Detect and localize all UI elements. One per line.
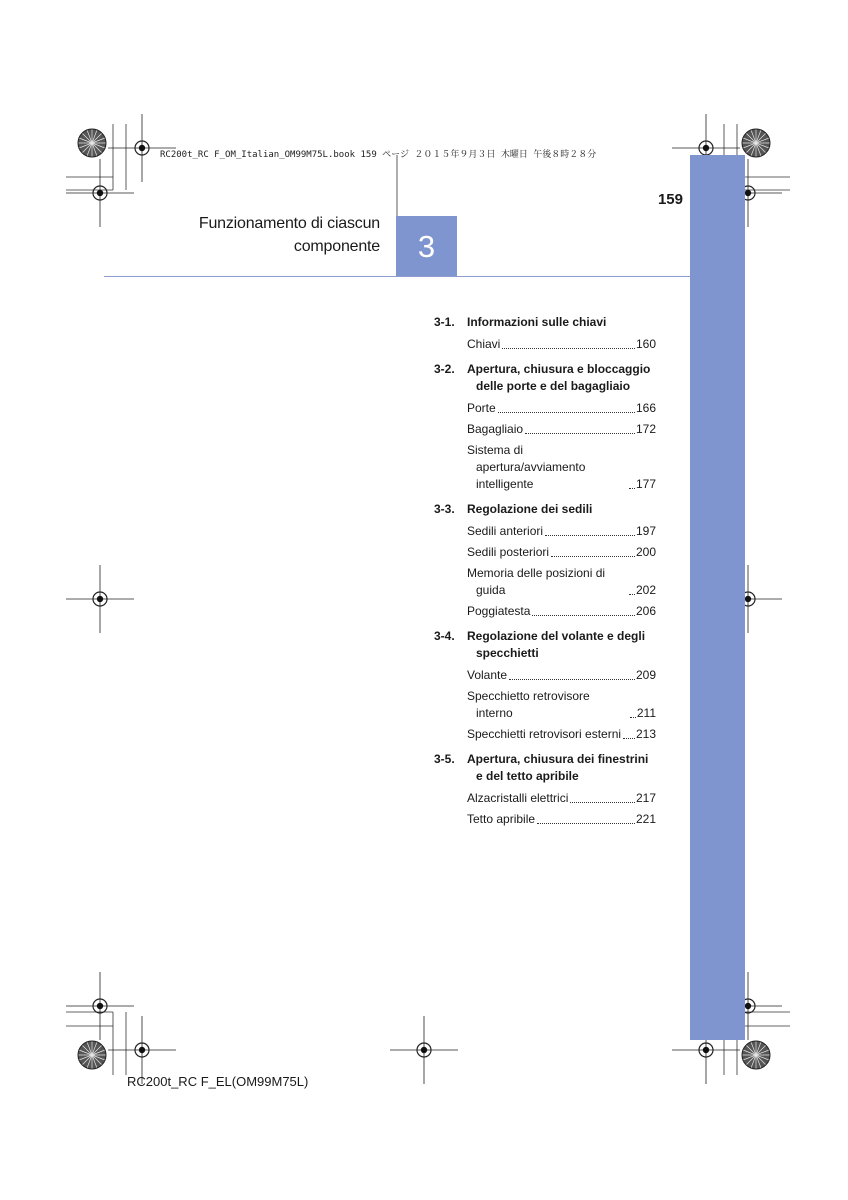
toc-entry-page: 217 <box>635 791 656 805</box>
chapter-number-box: 3 <box>396 216 457 277</box>
toc-leader-dots <box>629 593 635 595</box>
toc-entry-title: Sistema di apertura/avviamento intelligente <box>467 443 586 491</box>
toc-entry-page: 209 <box>635 668 656 682</box>
toc-section-title: Informazioni sulle chiavi <box>467 315 607 329</box>
toc-section-heading[interactable] <box>434 312 656 334</box>
toc-section <box>434 359 656 495</box>
toc-entry[interactable] <box>467 601 656 622</box>
section-title-line-2: componente <box>293 238 380 255</box>
toc-entry[interactable] <box>467 334 656 355</box>
toc-entry-title: Chiavi <box>467 337 501 351</box>
toc-entry[interactable] <box>467 542 656 563</box>
toc-entry[interactable] <box>467 419 656 440</box>
toc-section-number: 3-3. <box>434 502 455 516</box>
toc-leader-dots <box>525 432 635 434</box>
toc-leader-dots <box>509 678 635 680</box>
toc-entry-title: Porte <box>467 401 496 415</box>
chapter-side-tab <box>690 155 745 1040</box>
footer-model-code: RC200t_RC F_EL(OM99M75L) <box>127 1074 309 1089</box>
toc-entry-title: Sedili anteriori <box>467 524 544 538</box>
toc-entry-title: Alzacristalli elettrici <box>467 791 569 805</box>
toc-section-title: Regolazione del volante e degli specchietti <box>467 629 646 660</box>
toc-section-number: 3-2. <box>434 362 455 376</box>
toc-leader-dots <box>630 716 636 718</box>
toc-leader-dots <box>570 801 635 803</box>
toc-entry-page: 177 <box>635 477 656 491</box>
toc-entry-page: 211 <box>636 706 656 720</box>
toc-entry-title: Bagagliaio <box>467 422 524 436</box>
toc-entry[interactable] <box>467 724 656 745</box>
toc-section-title: Apertura, chiusura dei finestrini e del tetto apribile <box>467 752 649 783</box>
toc-section <box>434 749 656 830</box>
toc-entry-page: 202 <box>635 583 656 597</box>
toc-entry[interactable] <box>467 665 656 686</box>
section-title <box>120 212 380 258</box>
toc-entry-title: Sedili posteriori <box>467 545 550 559</box>
toc-section <box>434 312 656 355</box>
toc-leader-dots <box>629 487 635 489</box>
page-number: 159 <box>657 191 683 208</box>
toc-entry[interactable] <box>467 686 656 724</box>
toc-entry-page: 221 <box>635 812 656 826</box>
toc-section-heading[interactable] <box>434 626 656 665</box>
header-rule <box>104 276 690 277</box>
toc-leader-dots <box>545 534 635 536</box>
toc-section-number: 3-1. <box>434 315 455 329</box>
toc-entry-title: Memoria delle posizioni di guida <box>467 566 606 597</box>
toc-entry[interactable] <box>467 398 656 419</box>
toc-section <box>434 626 656 745</box>
toc-section-number: 3-4. <box>434 629 455 643</box>
toc-entry-title: Volante <box>467 668 508 682</box>
toc-entry-page: 172 <box>635 422 656 436</box>
toc-entry-title: Tetto apribile <box>467 812 536 826</box>
toc-entry[interactable] <box>467 521 656 542</box>
toc-leader-dots <box>502 347 635 349</box>
toc-leader-dots <box>532 614 635 616</box>
toc-entry[interactable] <box>467 809 656 830</box>
toc-entry-page: 160 <box>635 337 656 351</box>
section-title-line-1: Funzionamento di ciascun <box>198 215 380 232</box>
toc-section-heading[interactable] <box>434 359 656 398</box>
toc-entry-page: 206 <box>635 604 656 618</box>
toc-entry[interactable] <box>467 788 656 809</box>
toc-entry[interactable] <box>467 440 656 495</box>
toc-leader-dots <box>551 555 635 557</box>
toc-section <box>434 499 656 622</box>
toc-section-title: Apertura, chiusura e bloccaggio delle porte e del bagagliaio <box>467 362 651 393</box>
toc-entry-page: 200 <box>635 545 656 559</box>
toc-section-title: Regolazione dei sedili <box>467 502 593 516</box>
toc-leader-dots <box>623 737 635 739</box>
toc-section-number: 3-5. <box>434 752 455 766</box>
toc-entry-page: 166 <box>635 401 656 415</box>
toc-section-heading[interactable] <box>434 499 656 521</box>
toc-section-heading[interactable] <box>434 749 656 788</box>
toc-entry-title: Specchietti retrovisori esterni <box>467 727 622 741</box>
toc-entry-page: 213 <box>635 727 656 741</box>
toc-leader-dots <box>498 411 635 413</box>
table-of-contents <box>434 312 656 834</box>
toc-entry-title: Specchietto retrovisore interno <box>467 689 590 720</box>
print-header: RC200t_RC F_OM_Italian_OM99M75L.book 159 ページ ２０１５年９月３日 木曜日 午後８時２８分 <box>160 150 597 160</box>
toc-entry-title: Poggiatesta <box>467 604 531 618</box>
toc-leader-dots <box>537 822 635 824</box>
toc-entry-page: 197 <box>635 524 656 538</box>
toc-entry[interactable] <box>467 563 656 601</box>
